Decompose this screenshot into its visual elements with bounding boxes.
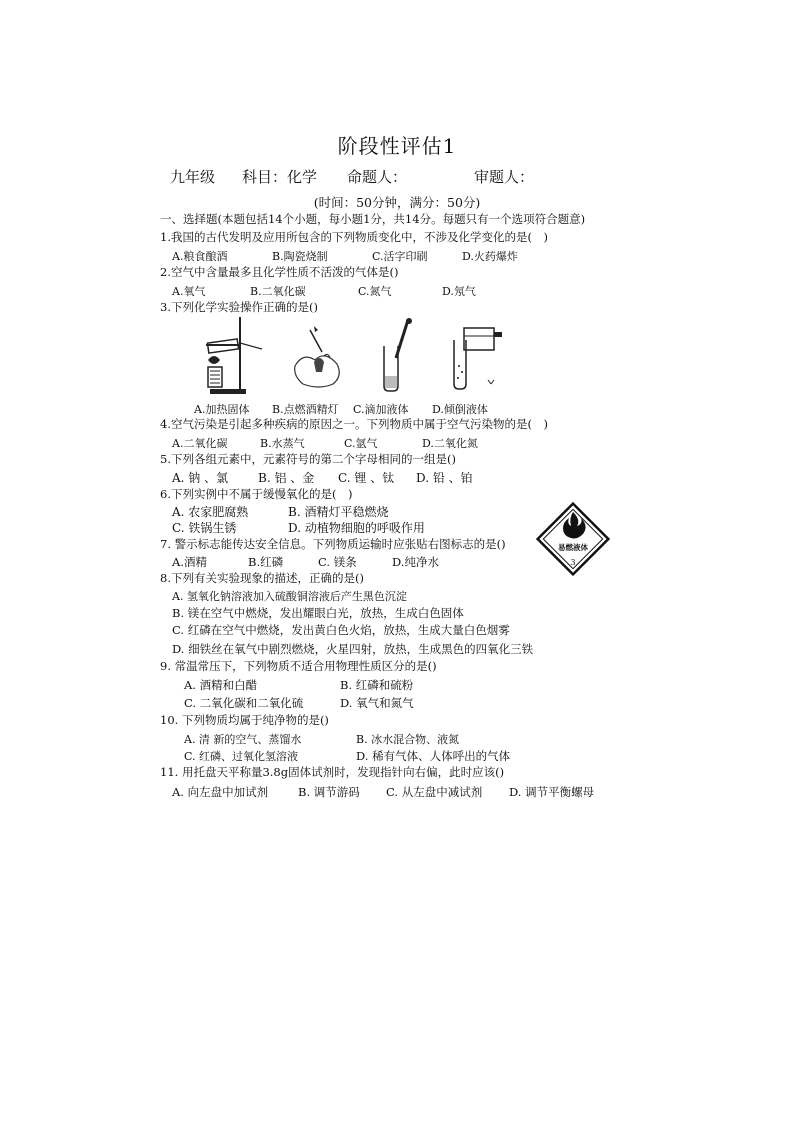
subject-label: 科目：化学 — [242, 168, 318, 186]
pouring-liquid-apparatus — [448, 322, 508, 392]
reviewer-label: 审题人： — [474, 168, 535, 186]
q8-option-d: D. 细铁丝在氧气中剧烈燃烧，火星四射，放热，生成黑色的四氧化三铁 — [172, 642, 534, 656]
q5-option-c: C. 锂 、钛 — [338, 471, 395, 485]
q6-option-d: D. 动植物细胞的呼吸作用 — [288, 521, 425, 535]
q1-option-d: D.火药爆炸 — [462, 250, 518, 263]
q11-option-d: D. 调节平衡螺母 — [509, 785, 595, 799]
q4-option-b: B.水蒸气 — [260, 437, 305, 450]
q7-option-b: B.红磷 — [248, 555, 284, 569]
hazard-sign-label: 易燃液体 — [558, 543, 588, 552]
hazard-sign-class: 3 — [570, 558, 576, 567]
q7-stem: 7. 警示标志能传达安全信息。下列物质运输时应张贴右图标志的是() — [160, 537, 506, 551]
time-info: (时间：50分钟，满分：50分) — [313, 195, 481, 210]
q4-option-c: C.氩气 — [344, 437, 378, 450]
q5-option-a: A. 钠 、氯 — [172, 471, 229, 485]
q1-option-c: C.活字印刷 — [372, 250, 428, 263]
q6-stem: 6.下列实例中不属于缓慢氧化的是( ) — [160, 487, 353, 501]
q9-option-b: B. 红磷和硫粉 — [340, 678, 414, 692]
q5-stem: 5.下列各组元素中，元素符号的第二个字母相同的一组是() — [160, 452, 456, 466]
q4-option-d: D.二氧化氮 — [422, 437, 478, 450]
q1-option-b: B.陶瓷烧制 — [272, 250, 328, 263]
q8-option-b: B. 镁在空气中燃烧，发出耀眼白光，放热，生成白色固体 — [172, 606, 464, 620]
section-heading: 一、选择题(本题包括14个小题，每小题1分，共14分。每题只有一个选项符合题意) — [160, 212, 586, 226]
q5-option-d: D. 铅 、铂 — [416, 471, 473, 485]
q10-option-b: B. 冰水混合物、液氮 — [356, 733, 460, 746]
q6-option-c: C. 铁锅生锈 — [172, 521, 237, 535]
q8-stem: 8.下列有关实验现象的描述，正确的是() — [160, 571, 364, 585]
q2-stem: 2.空气中含量最多且化学性质不活泼的气体是() — [160, 265, 399, 279]
q9-option-a: A. 酒精和白醋 — [184, 678, 258, 692]
q6-option-b: B. 酒精灯平稳燃烧 — [288, 505, 389, 519]
q11-stem: 11. 用托盘天平称量3.8g固体试剂时，发现指针向右偏，此时应该() — [160, 765, 505, 779]
dropping-liquid-apparatus — [378, 318, 418, 392]
q11-option-b: B. 调节游码 — [298, 785, 360, 799]
q4-stem: 4.空气污染是引起多种疾病的原因之一。下列物质中属于空气污染物的是( ) — [160, 417, 548, 431]
q3-option-a: A.加热固体 — [194, 403, 250, 416]
q3-stem: 3.下列化学实验操作正确的是() — [160, 300, 318, 314]
q1-stem: 1.我国的古代发明及应用所包含的下列物质变化中，不涉及化学变化的是( ) — [160, 230, 548, 244]
q11-option-c: C. 从左盘中减试剂 — [386, 785, 483, 799]
q8-option-c: C. 红磷在空气中燃烧，发出黄白色火焰，放热，生成大量白色烟雾 — [172, 623, 510, 637]
q5-option-b: B. 铝 、金 — [258, 471, 315, 485]
q7-option-d: D.纯净水 — [392, 555, 439, 569]
alcohol-lamp-lighting — [290, 322, 350, 392]
page-title: 阶段性评估1 — [337, 134, 457, 158]
q3-option-c: C.滴加液体 — [353, 403, 409, 416]
q2-option-a: A.氧气 — [172, 285, 206, 298]
heating-solid-apparatus — [200, 315, 270, 395]
q10-stem: 10. 下列物质均属于纯净物的是() — [160, 713, 329, 727]
q7-option-a: A.酒精 — [172, 555, 207, 569]
author-label: 命题人： — [347, 168, 408, 186]
q9-option-d: D. 氧气和氮气 — [340, 696, 414, 710]
q6-option-a: A. 农家肥腐熟 — [172, 505, 249, 519]
q1-option-a: A.粮食酿酒 — [172, 250, 228, 263]
q2-option-c: C.氮气 — [358, 285, 392, 298]
flammable-liquid-hazard-sign — [534, 500, 612, 578]
q10-option-d: D. 稀有气体、人体呼出的气体 — [356, 749, 511, 763]
q9-stem: 9. 常温常压下，下列物质不适合用物理性质区分的是() — [160, 659, 437, 673]
q3-option-b: B.点燃酒精灯 — [272, 403, 339, 416]
q10-option-a: A. 清 新的空气、蒸馏水 — [184, 733, 302, 746]
q10-option-c: C. 红磷、过氧化氢溶液 — [184, 750, 299, 763]
grade-label: 九年级 — [170, 168, 216, 186]
q3-option-d: D.倾倒液体 — [432, 403, 488, 416]
q2-option-b: B.二氧化碳 — [250, 285, 306, 298]
q8-option-a: A. 氢氧化钠溶液加入硫酸铜溶液后产生黑色沉淀 — [172, 590, 407, 603]
q9-option-c: C. 二氧化碳和二氧化硫 — [184, 696, 304, 710]
q7-option-c: C. 镁条 — [318, 555, 357, 569]
q4-option-a: A.二氧化碳 — [172, 437, 228, 450]
q11-option-a: A. 向左盘中加试剂 — [172, 785, 269, 799]
q2-option-d: D.氖气 — [442, 285, 476, 298]
